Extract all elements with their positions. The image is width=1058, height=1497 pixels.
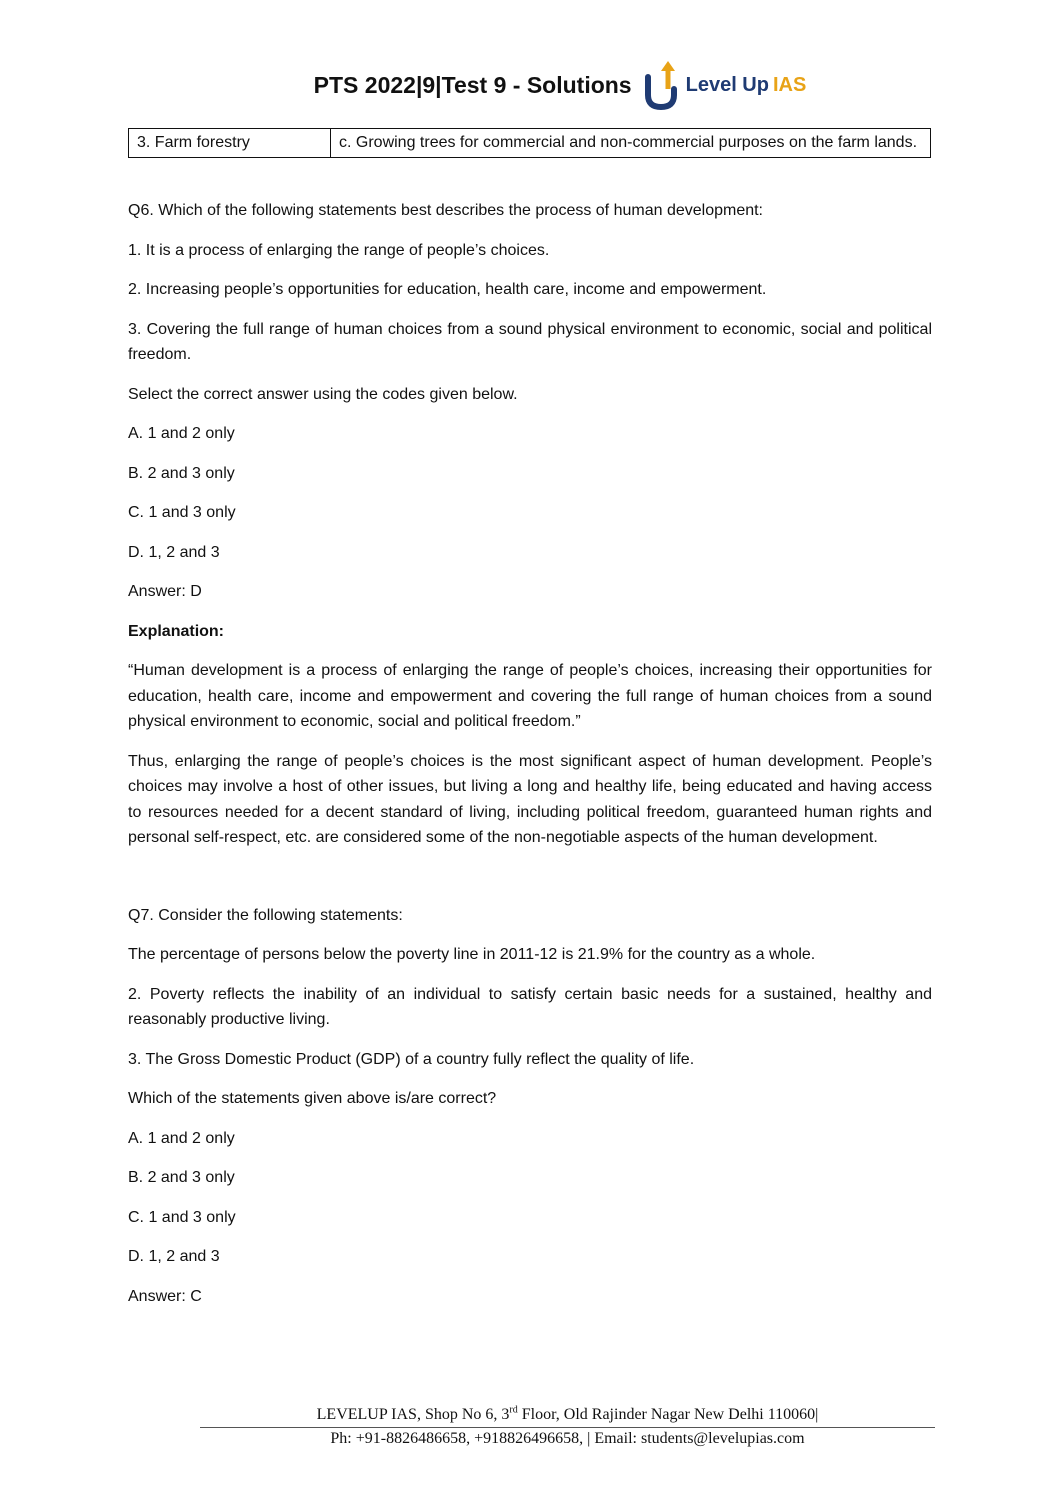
footer-address-ordinal: rd: [509, 1404, 518, 1416]
footer-address-part-2: Floor, Old Rajinder Nagar New Delhi 110060|: [517, 1406, 819, 1423]
q6-statement-2: 2. Increasing people’s opportunities for education, health care, income and empowerment.: [128, 281, 767, 298]
levelup-logo: [644, 59, 807, 111]
match-table: [128, 128, 931, 158]
table-row: [129, 129, 931, 158]
logo-text-ias: IAS: [772, 73, 807, 96]
logo-text-levelup: Level Up: [685, 73, 769, 96]
q6-option-d: D. 1, 2 and 3: [128, 543, 220, 561]
q7-question: Q7. Consider the following statements:: [128, 906, 403, 924]
levelup-arrow-icon: [644, 59, 682, 111]
q7-option-a: A. 1 and 2 only: [128, 1129, 235, 1147]
q6-option-b: B. 2 and 3 only: [128, 464, 235, 482]
q7-answer: Answer: C: [128, 1287, 202, 1305]
section-spacer: [128, 865, 932, 903]
q6-explanation-quote: “Human development is a process of enlarging the range of people’s choices, increasing their opportunities for education, health care, income and empowerment and covering the full range of human choices from a sound physical environment to economic, social and political freedom.”: [128, 662, 932, 730]
q6-answer: Answer: D: [128, 583, 202, 600]
q6-option-a: A. 1 and 2 only: [128, 425, 235, 442]
page-content: [128, 128, 932, 1323]
table-cell-right: c. Growing trees for commercial and non-commercial purposes on the farm lands.: [331, 129, 931, 158]
footer-contact: Ph: +91-8826486658, +918826496658, | Email: students@levelupias.com: [330, 1430, 805, 1447]
q6-explanation-body: Thus, enlarging the range of people’s choices is the most significant aspect of human development. People’s choices may involve a host of other issues, but living a long and healthy life, being educated and having access to resources needed for a decent standard of living, including political freedom, guaranteed human rights and personal self-respect, etc. are considered some of the non-negotiable aspects of the human development.: [128, 752, 932, 846]
q6-option-c: C. 1 and 3 only: [128, 504, 236, 521]
page-title: PTS 2022|9|Test 9 - Solutions: [313, 71, 632, 98]
q7-option-c: C. 1 and 3 only: [128, 1208, 236, 1226]
q7-option-d: D. 1, 2 and 3: [128, 1248, 220, 1265]
footer-address: [200, 1404, 935, 1428]
q6-explanation-label: Explanation:: [128, 622, 225, 640]
q7-statement-2: 2. Poverty reflects the inability of an individual to satisfy certain basic needs for a sustained, healthy and reasonably productive living.: [128, 985, 932, 1028]
q7-option-b: B. 2 and 3 only: [128, 1169, 235, 1186]
q7-prompt: Which of the statements given above is/are correct?: [128, 1090, 497, 1107]
table-cell-left: 3. Farm forestry: [129, 129, 331, 158]
footer-address-part-1: LEVELUP IAS, Shop No 6, 3: [316, 1406, 510, 1423]
q6-statement-3: 3. Covering the full range of human choices from a sound physical environment to economic, social and political freedom.: [128, 320, 932, 363]
q7-statement-1: The percentage of persons below the poverty line in 2011-12 is 21.9% for the country as a whole.: [128, 946, 816, 963]
q6-statement-1: 1. It is a process of enlarging the range of people’s choices.: [128, 241, 550, 259]
q7-statement-3: 3. The Gross Domestic Product (GDP) of a country fully reflect the quality of life.: [128, 1050, 695, 1068]
q6-question: Q6. Which of the following statements best describes the process of human development:: [128, 202, 763, 219]
page-header: [0, 60, 1058, 110]
page-footer: [200, 1404, 935, 1450]
q6-instruction: Select the correct answer using the codes given below.: [128, 385, 518, 403]
